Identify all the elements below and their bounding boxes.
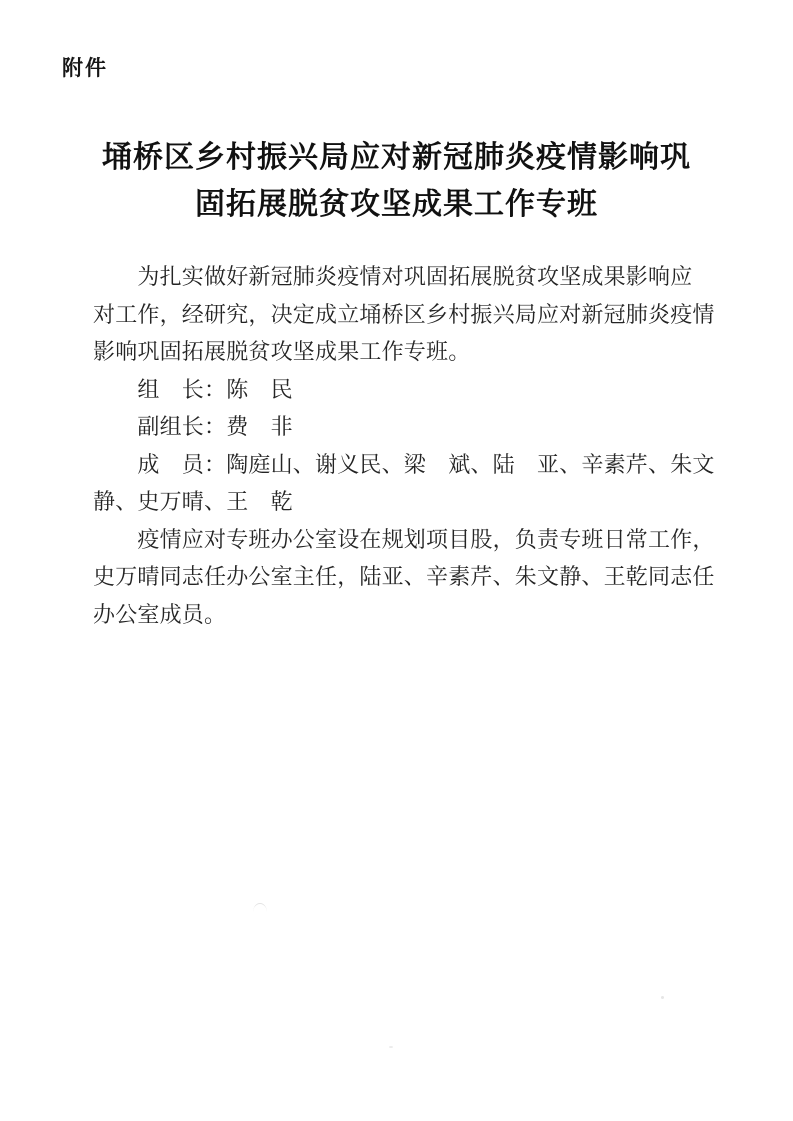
document-title-line-1: 埇桥区乡村振兴局应对新冠肺炎疫情影响巩 <box>102 141 691 174</box>
scan-artifact <box>661 996 664 999</box>
attachment-label: 附件 <box>62 57 108 80</box>
body-line-members-1: 成 员：陶庭山、谢义民、梁 斌、陆 亚、辛素芹、朱文 <box>93 451 715 477</box>
scan-artifact <box>389 1046 393 1048</box>
body-line-intro-1: 为扎实做好新冠肺炎疫情对巩固拓展脱贫攻坚成果影响应 <box>93 264 693 289</box>
body-line-office-3: 办公室成员。 <box>93 601 227 627</box>
body-line-deputy-leader: 副组长：费 非 <box>93 414 293 439</box>
body-line-office-1: 疫情应对专班办公室设在规划项目股，负责专班日常工作， <box>93 526 715 552</box>
body-line-office-2: 史万晴同志任办公室主任，陆亚、辛素芹、朱文静、王乾同志任 <box>93 564 715 589</box>
body-line-intro-3: 影响巩固拓展脱贫攻坚成果工作专班。 <box>93 339 471 364</box>
body-line-intro-2: 对工作，经研究，决定成立埇桥区乡村振兴局应对新冠肺炎疫情 <box>93 301 715 327</box>
document-title <box>0 134 793 228</box>
scan-artifact <box>253 903 267 912</box>
body-line-leader: 组 长：陈 民 <box>93 376 293 402</box>
document-body <box>93 258 717 633</box>
body-line-members-2: 静、史万晴、王 乾 <box>93 489 293 514</box>
document-title-line-2: 固拓展脱贫攻坚成果工作专班 <box>195 188 598 221</box>
